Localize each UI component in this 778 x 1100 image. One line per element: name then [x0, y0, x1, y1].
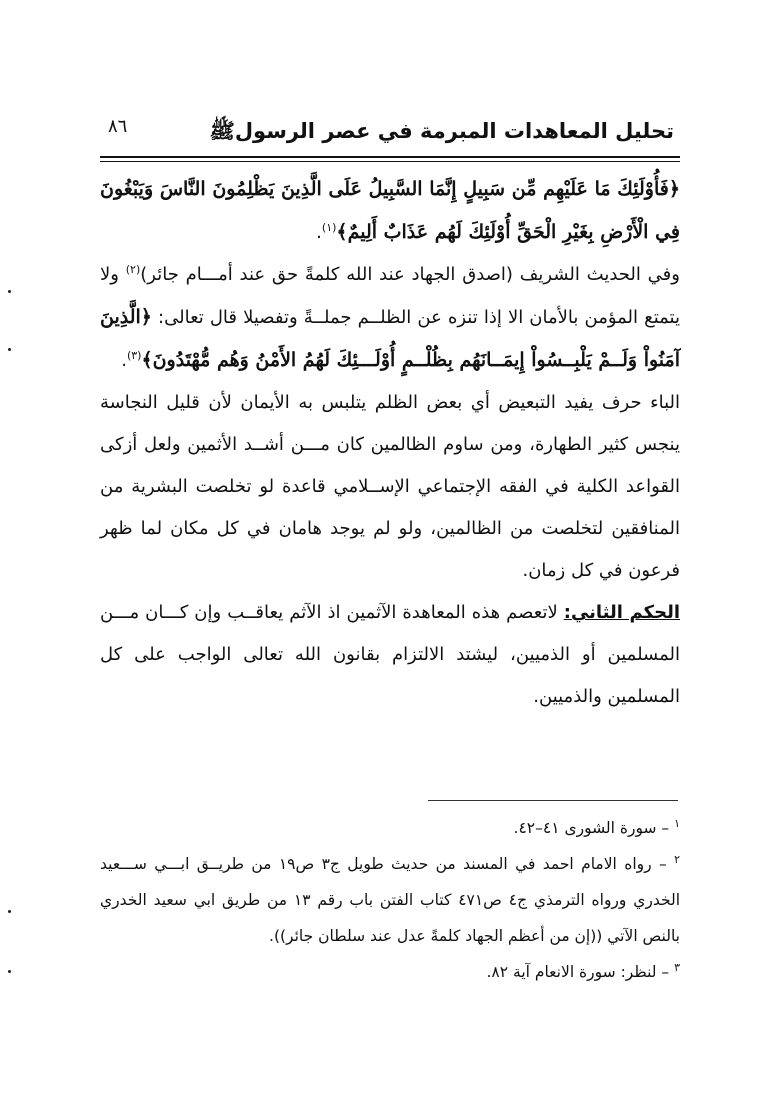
hadith-text: وفي الحديث الشريف (اصدق الجهاد عند الله كلمةً حق عند أمـــام جائر) — [140, 264, 680, 285]
main-text — [100, 168, 680, 718]
page-header — [100, 110, 680, 150]
quran-verse-1: ﴿فَأُوْلَئِكَ مَا عَلَيْهِم مِّن سَبِيلٍ إِنَّمَا السَّبِيلُ عَلَى الَّذِينَ يَظْلِمُونَ النَّاسَ وَيَبْغُونَ فِي الْأَرْضِ بِغَيْرِ الْحَقِّ أُوْلَئِكَ لَهُم عَذَابٌ أَلِيمٌ﴾$^{(١)}$. — [100, 178, 680, 243]
second-ruling-paragraph — [100, 592, 680, 718]
running-title: تحليل المعاهدات المبرمة في عصر الرسولﷺ — [209, 119, 674, 143]
footnote-3 — [100, 954, 680, 990]
footnote-text: – لنظر: سورة الانعام آية ٨٢. — [486, 963, 675, 981]
paragraph-ba: الباء حرف يفيد التبعيض أي بعض الظلم يتلبس به الأيمان لأن قليل النجاسة ينجس كثير الطهارة، ومن ساوم الظالمين كان مـــن أشــد الأثمين ولعل أزكى القواعد الكلية في الفقه الإجتماعي الإســلامي قاعدة لو تخلصت البشرية من المنافقين لتخلصت من الظالمين، ولو لم يوجد هامان في كل مكان لما ظهر فرعون في كل زمان. — [100, 392, 680, 581]
footnote-ref-3: (٣) — [126, 349, 142, 362]
second-ruling-text: لاتعصم هذه المعاهدة الآثمين اذ الآثم يعاقــب وإن كـــان مـــن المسلمين أو الذميين، ليشتد الالتزام بقانون الله تعالى الواجب على كل المسلمين والذميين. — [100, 602, 680, 707]
hadith-text-cont: ولا يتمتع المؤمن بالأمان الا إذا تنزه عن الظلــم جملــةً وتفصيلا قال تعالى: — [100, 264, 680, 328]
footnotes — [100, 810, 680, 990]
footnote-text: – سورة الشورى ٤١–٤٢. — [513, 819, 675, 837]
footnote-number: ١ — [674, 816, 680, 830]
footnote-2 — [100, 846, 680, 954]
page-number: ٨٦ — [108, 116, 128, 137]
footnote-ref-2: (٢) — [125, 263, 141, 276]
footnote-number: ٢ — [674, 852, 681, 866]
footnote-number: ٣ — [674, 960, 680, 974]
footnote-ref-1: (١) — [321, 221, 337, 234]
header-double-rule — [100, 156, 680, 162]
footnote-separator — [428, 800, 678, 801]
scan-speck — [8, 970, 11, 973]
scan-speck — [8, 290, 11, 293]
hadith-paragraph: وفي الحديث الشريف (اصدق الجهاد عند الله كلمةً حق عند أمـــام جائر)$^{(٢)}$ ولا يتمتع المؤمن بالأمان الا إذا تنزه عن الظلــم جملــةً وتفصيلا قال تعالى: ﴿الَّذِينَ آمَنُواْ وَلَــمْ يَلْبِــسُواْ إِيمَــانَهُم بِظُلْــمٍ أُوْلَـــئِكَ لَهُمُ الأَمْنُ وَهُم مُّهْتَدُونَ﴾$^{(٣)}$. — [100, 263, 680, 371]
scan-speck — [8, 348, 11, 351]
quran-verse-2-text: ﴿الَّذِينَ آمَنُواْ وَلَــمْ يَلْبِــسُواْ إِيمَــانَهُم بِظُلْــمٍ أُوْلَـــئِكَ لَهُمُ الأَمْنُ وَهُم مُّهْتَدُونَ﴾ — [100, 306, 680, 371]
second-ruling-label: الحكم الثاني: — [563, 602, 680, 623]
scan-speck — [8, 910, 11, 913]
quran-verse-1-text: ﴿فَأُوْلَئِكَ مَا عَلَيْهِم مِّن سَبِيلٍ إِنَّمَا السَّبِيلُ عَلَى الَّذِينَ يَظْلِمُونَ النَّاسَ وَيَبْغُونَ فِي الْأَرْضِ بِغَيْرِ الْحَقِّ أُوْلَئِكَ لَهُم عَذَابٌ أَلِيمٌ﴾ — [100, 178, 680, 243]
footnote-1 — [100, 810, 680, 846]
footnote-text: – رواه الامام احمد في المسند من حديث طويل ج٣ ص١٩ من طريــق ابـــي ســـعيد الخدري ورواه الترمذي ج٤ ص٤٧١ كتاب الفتن باب رقم ١٣ من طريق ابي سعيد الخدري بالنص الآتي ((إن من أعظم الجهاد كلمةً عدل عند سلطان جائر)). — [100, 855, 680, 945]
